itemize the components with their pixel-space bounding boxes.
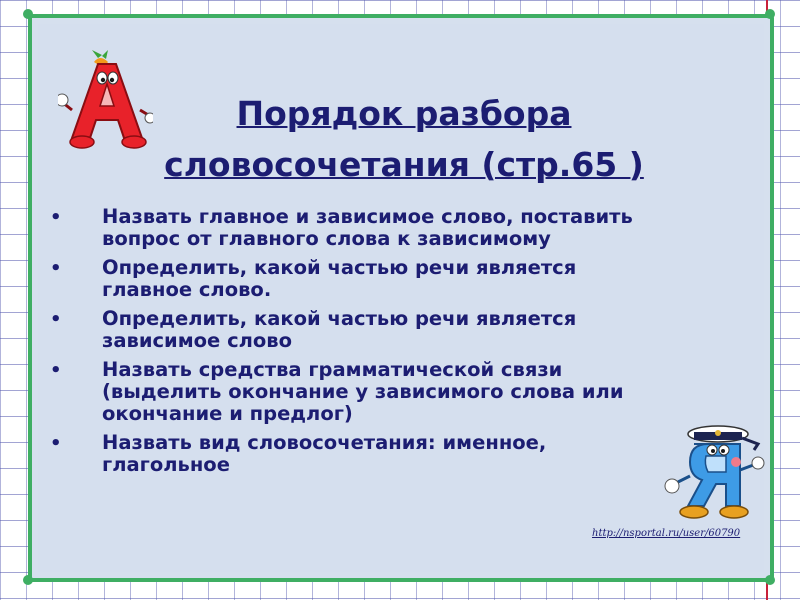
bullet-icon: • — [50, 360, 62, 381]
bullet-icon: • — [50, 207, 62, 228]
list-item-line: зависимое слово — [102, 329, 293, 352]
slide-title-line-1: Порядок разбора — [236, 94, 572, 133]
list-item-line: Определить, какой частью речи является — [102, 307, 577, 330]
panel-corner-dot — [23, 9, 33, 19]
list-item-line: глагольное — [102, 453, 230, 476]
bullet-icon: • — [50, 258, 62, 279]
list-item — [50, 206, 730, 250]
list-item-line: окончание и предлог) — [102, 402, 353, 425]
list-item-line: главное слово. — [102, 278, 272, 301]
list-item-line: Назвать главное и зависимое слово, поставить — [102, 205, 633, 228]
bullet-icon: • — [50, 433, 62, 454]
panel-corner-dot — [765, 9, 775, 19]
list-item — [50, 308, 730, 352]
panel-corner-dot — [765, 575, 775, 585]
slide-title-line-2: словосочетания (стр.65 ) — [164, 145, 644, 184]
steps-list — [50, 206, 730, 483]
panel-corner-dot — [23, 575, 33, 585]
list-item-line: Определить, какой частью речи является — [102, 256, 577, 279]
list-item-line: Назвать средства грамматической связи — [102, 358, 563, 381]
list-item-line: вопрос от главного слова к зависимому — [102, 227, 551, 250]
source-link[interactable]: http://nsportal.ru/user/60790 — [592, 528, 741, 539]
list-item — [50, 359, 730, 425]
list-item-line: Назвать вид словосочетания: именное, — [102, 431, 547, 454]
list-item — [50, 432, 730, 476]
list-item-line: (выделить окончание у зависимого слова или — [102, 380, 624, 403]
bullet-icon: • — [50, 309, 62, 330]
list-item — [50, 257, 730, 301]
